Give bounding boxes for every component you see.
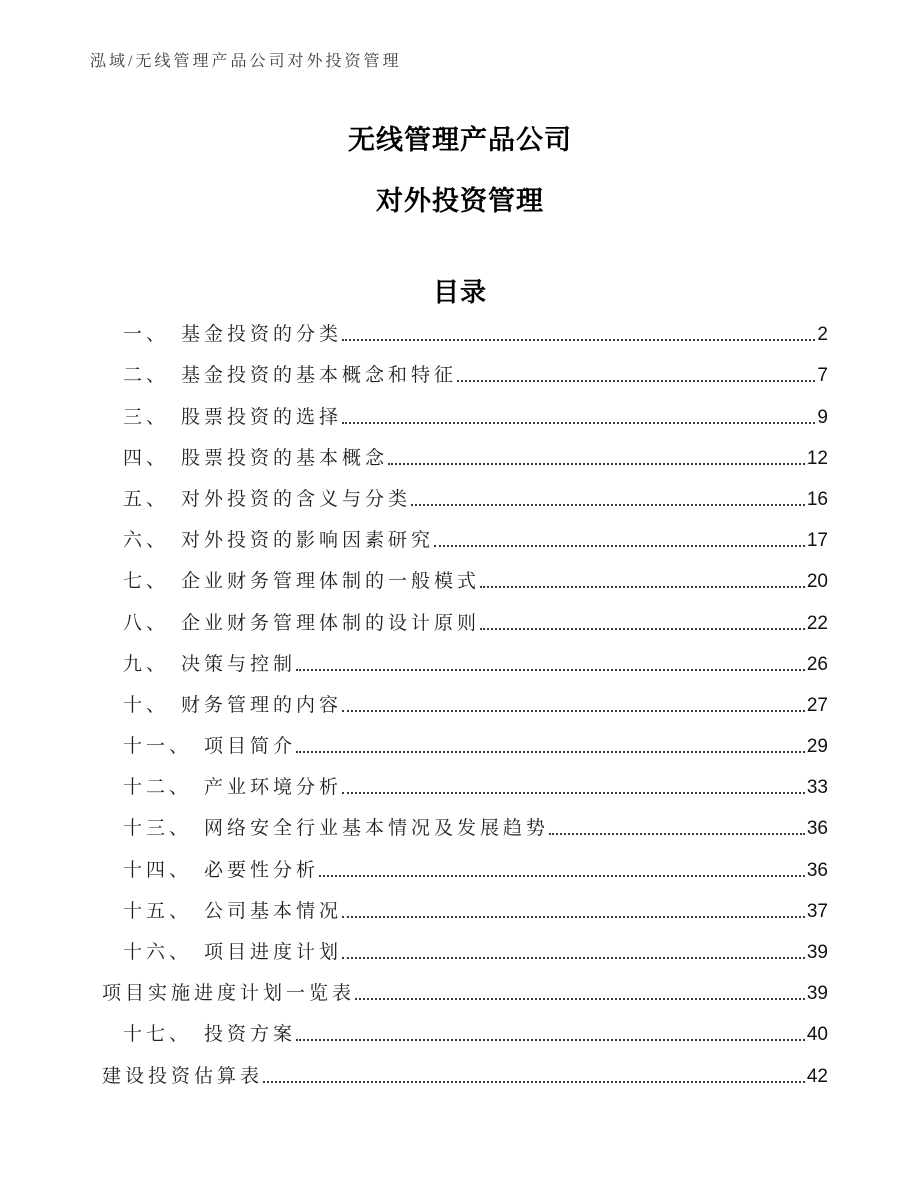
toc-entry[interactable]	[102, 308, 828, 349]
toc-dot-leader	[342, 792, 805, 794]
toc-entry[interactable]	[102, 926, 828, 967]
document-title-line2: 对外投资管理	[376, 186, 544, 216]
document-title-line1: 无线管理产品公司	[348, 125, 572, 155]
toc-entry[interactable]	[102, 514, 828, 555]
toc-entry[interactable]	[102, 967, 828, 1008]
toc-entry[interactable]	[102, 1049, 828, 1090]
toc-entry-page-number: 36	[806, 859, 828, 881]
toc-entry-page-number: 29	[806, 736, 828, 758]
toc-entry-label: 项目实施进度计划一览表	[102, 983, 356, 1005]
document-header-text: 泓域/无线管理产品公司对外投资管理	[90, 53, 402, 70]
toc-entry[interactable]	[102, 802, 828, 843]
toc-heading: 目录	[432, 277, 487, 307]
toc-entry-page-number: 39	[806, 942, 828, 963]
toc-entry[interactable]	[102, 761, 828, 802]
toc-dot-leader	[457, 380, 815, 382]
toc-entry-label: 产业环境分析	[204, 777, 343, 799]
toc-entry-number: 十六、	[123, 942, 193, 963]
toc-entry-page-number: 26	[806, 653, 828, 675]
toc-entry-label: 公司基本情况	[204, 900, 343, 922]
toc-entry-label: 企业财务管理体制的设计原则	[181, 612, 481, 634]
toc-entry-number: 四、	[123, 447, 170, 469]
toc-entry-page-number: 7	[817, 365, 828, 387]
toc-entry-number: 八、	[123, 612, 170, 634]
toc-entry-number: 十、	[123, 694, 170, 716]
toc-entry-number: 十四、	[123, 859, 193, 881]
toc-entry-page-number: 36	[806, 818, 828, 840]
toc-dot-leader	[296, 751, 805, 753]
toc-entry-number: 一、	[123, 324, 170, 346]
toc-entry-number: 七、	[123, 571, 170, 593]
toc-dot-leader	[549, 833, 805, 835]
toc-entry[interactable]	[102, 473, 828, 514]
toc-entry-page-number: 33	[806, 777, 828, 799]
toc-entry-label: 对外投资的影响因素研究	[181, 530, 435, 552]
toc-entry-page-number: 20	[806, 571, 828, 593]
toc-entry-page-number: 16	[806, 488, 828, 510]
toc-entry-number: 五、	[123, 488, 170, 510]
toc-entry-label: 项目进度计划	[204, 942, 343, 963]
toc-entry-label: 项目简介	[204, 736, 297, 758]
toc-list	[102, 308, 828, 1091]
toc-entry-page-number: 17	[806, 530, 828, 552]
toc-entry-number: 二、	[123, 365, 170, 387]
toc-entry-page-number: 22	[806, 612, 828, 634]
toc-entry-label: 网络安全行业基本情况及发展趋势	[204, 818, 550, 840]
toc-entry[interactable]	[102, 843, 828, 884]
toc-entry-number: 十二、	[123, 777, 193, 799]
toc-entry-page-number: 39	[806, 983, 828, 1005]
toc-entry-label: 建设投资估算表	[102, 1065, 264, 1087]
toc-entry-label: 财务管理的内容	[181, 694, 343, 716]
toc-entry[interactable]	[102, 432, 828, 473]
toc-dot-leader	[480, 628, 805, 630]
toc-dot-leader	[342, 339, 815, 341]
toc-dot-leader	[434, 545, 805, 547]
toc-dot-leader	[388, 463, 805, 465]
toc-dot-leader	[263, 1081, 805, 1083]
toc-entry-label: 决策与控制	[181, 653, 297, 675]
toc-entry[interactable]	[102, 720, 828, 761]
toc-dot-leader	[342, 710, 805, 712]
toc-dot-leader	[296, 669, 805, 671]
toc-entry[interactable]	[102, 885, 828, 926]
toc-entry-label: 对外投资的含义与分类	[181, 488, 412, 510]
toc-entry-number: 九、	[123, 653, 170, 675]
toc-entry-page-number: 40	[806, 1024, 828, 1046]
toc-entry[interactable]	[102, 596, 828, 637]
toc-entry-page-number: 42	[806, 1065, 828, 1087]
toc-dot-leader	[480, 586, 805, 588]
toc-entry-label: 投资方案	[204, 1024, 297, 1046]
toc-entry-page-number: 9	[817, 406, 828, 428]
toc-dot-leader	[342, 422, 815, 424]
toc-dot-leader	[342, 916, 805, 918]
toc-entry-page-number: 2	[817, 324, 828, 346]
toc-entry-number: 十五、	[123, 900, 193, 922]
toc-dot-leader	[342, 957, 805, 959]
toc-dot-leader	[319, 875, 805, 877]
toc-entry[interactable]	[102, 1008, 828, 1049]
toc-entry-label: 企业财务管理体制的一般模式	[181, 571, 481, 593]
toc-entry-label: 基金投资的基本概念和特征	[181, 365, 458, 387]
toc-entry-page-number: 12	[806, 447, 828, 469]
toc-entry-label: 必要性分析	[204, 859, 320, 881]
toc-entry-label: 股票投资的选择	[181, 406, 343, 428]
toc-entry-label: 基金投资的分类	[181, 324, 343, 346]
toc-entry-page-number: 37	[806, 900, 828, 922]
toc-entry-number: 十一、	[123, 736, 193, 758]
toc-entry[interactable]	[102, 638, 828, 679]
toc-entry[interactable]	[102, 679, 828, 720]
toc-entry[interactable]	[102, 390, 828, 431]
toc-entry-number: 三、	[123, 406, 170, 428]
toc-entry-number: 十三、	[123, 818, 193, 840]
toc-entry[interactable]	[102, 349, 828, 390]
toc-entry-label: 股票投资的基本概念	[181, 447, 389, 469]
toc-entry-number: 十七、	[123, 1024, 193, 1046]
toc-entry-page-number: 27	[806, 694, 828, 716]
toc-dot-leader	[411, 504, 805, 506]
toc-dot-leader	[355, 998, 805, 1000]
toc-entry[interactable]	[102, 555, 828, 596]
toc-dot-leader	[296, 1039, 805, 1041]
toc-entry-number: 六、	[123, 530, 170, 552]
